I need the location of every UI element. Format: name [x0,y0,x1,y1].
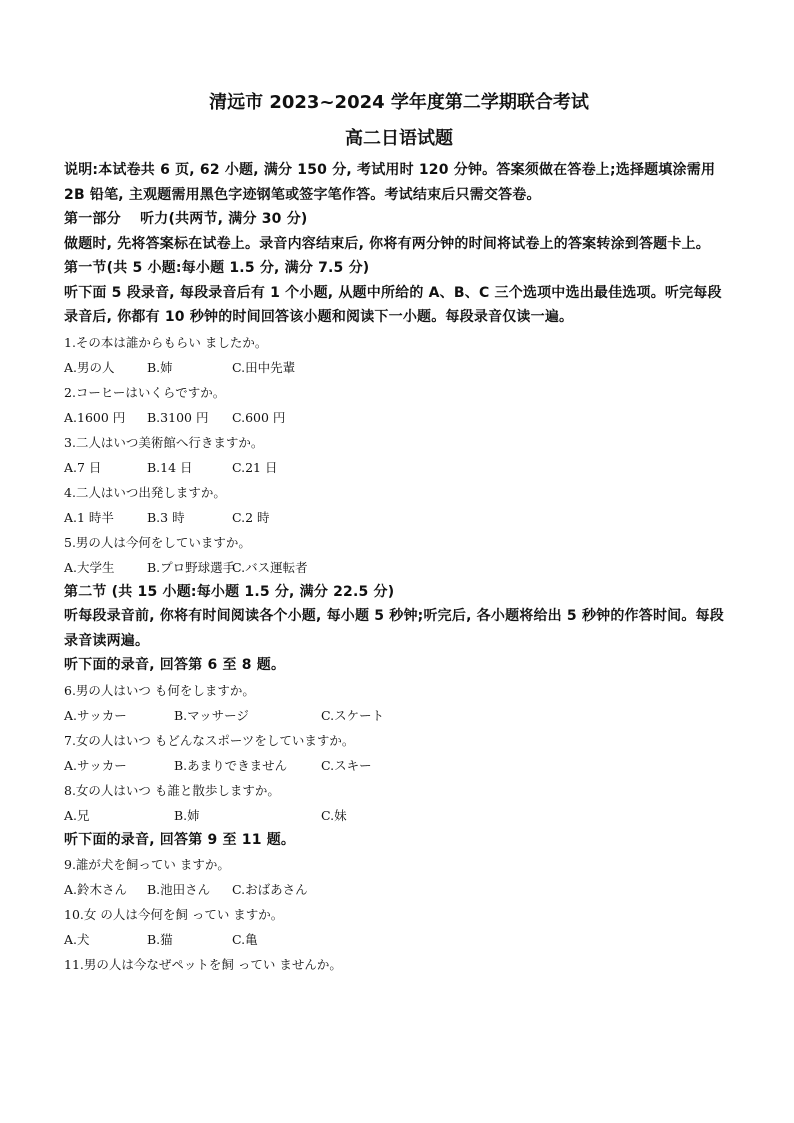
part1-heading: 第一部分 听力(共两节, 满分 30 分) [64,211,308,227]
option-b: B.マッサージ [174,707,249,723]
option-c: C.スケート [321,707,385,723]
exam-instructions: 说明:本试卷共 6 页, 62 小题, 满分 150 分, 考试用时 120 分钟。答案须做在答卷上;选择题填涂需用 2B 铅笔, 主观题需用黑色字迹钢笔或签字笔作答。考试结束后只需交答卷。 [64,162,716,203]
option-b: B.姉 [147,359,173,375]
question-2: 2.コーヒーはいくらですか。 [64,384,226,400]
option-b: B.池田さん [147,882,211,897]
options-7 [64,753,734,778]
question-8: 8.女の人はいつ も誰と散歩しますか。 [64,782,280,798]
option-a: A.7 日 [64,459,102,475]
option-b: B.猫 [147,932,173,947]
options-1 [64,355,734,380]
option-b: B.14 日 [147,459,193,475]
question-7: 7.女の人はいつ もどんなスポーツをしていますか。 [64,732,355,748]
options-2 [64,405,734,430]
question-11: 11.男の人は今なぜペットを飼 ってい ませんか。 [64,957,342,972]
option-c: C.21 日 [232,459,278,475]
option-a: A.大学生 [64,559,115,575]
section2-heading: 第二节 (共 15 小题:每小题 1.5 分, 满分 22.5 分) [64,583,395,600]
options-8 [64,803,734,828]
option-b: B.3 時 [147,509,185,525]
option-b: B.プロ野球選手 [147,559,236,575]
option-a: A.犬 [64,932,90,947]
question-1: 1.その本は誰からもらい ましたか。 [64,334,268,350]
question-4: 4.二人はいつ出発しますか。 [64,484,226,500]
question-6: 6.男の人はいつ も何をしますか。 [64,682,255,698]
option-a: A.兄 [64,807,90,823]
option-a: A.サッカー [64,757,127,773]
option-a: A.サッカー [64,707,127,723]
option-a: A.1 時半 [64,509,114,525]
option-c: C.2 時 [232,509,270,525]
option-b: B.3100 円 [147,409,209,425]
question-5: 5.男の人は今何をしていますか。 [64,534,251,550]
group1-heading: 听下面的录音, 回答第 6 至 8 题。 [64,657,286,673]
section2-instruction: 听每段录音前, 你将有时间阅读各个小题, 每小题 5 秒钟;听完后, 各小题将给出 5 秒钟的作答时间。每段录音读两遍。 [64,608,724,649]
question-9: 9.誰が犬を飼ってい ますか。 [64,857,230,872]
option-a: A.1600 円 [64,409,126,425]
option-c: C.田中先輩 [232,359,296,375]
options-4 [64,505,734,530]
option-c: C.600 円 [232,409,286,425]
options-3 [64,455,734,480]
option-a: A.男の人 [64,359,115,375]
options-10 [64,927,734,952]
option-c: C.スキー [321,757,372,773]
question-3: 3.二人はいつ美術館へ行きますか。 [64,434,264,450]
exam-title: 清远市 2023~2024 学年度第二学期联合考试 [209,92,589,113]
options-6 [64,703,734,728]
exam-subtitle: 高二日语试题 [345,128,453,149]
options-5 [64,555,734,580]
option-b: B.姉 [174,807,200,823]
option-c: C.バス運転者 [232,559,308,575]
exam-page [64,92,734,977]
option-c: C.亀 [232,932,258,947]
group2-heading: 听下面的录音, 回答第 9 至 11 题。 [64,831,296,848]
section1-heading: 第一节(共 5 小题:每小题 1.5 分, 满分 7.5 分) [64,260,370,276]
question-10: 10.女 の人は今何を飼 ってい ますか。 [64,907,284,922]
option-a: A.鈴木さん [64,882,128,897]
option-c: C.おばあさん [232,882,308,897]
part1-instruction: 做题时, 先将答案标在试卷上。录音内容结束后, 你将有两分钟的时间将试卷上的答案转涂到答题卡上。 [64,235,710,252]
options-9 [64,877,734,902]
section1-instruction: 听下面 5 段录音, 每段录音后有 1 个小题, 从题中所给的 A、B、C 三个选项中选出最佳选项。听完每段录音后, 你都有 10 秒钟的时间回答该小题和阅读下一小题。每段录音仅读一遍。 [64,284,722,325]
option-c: C.妹 [321,807,347,823]
option-b: B.あまりできません [174,757,288,773]
